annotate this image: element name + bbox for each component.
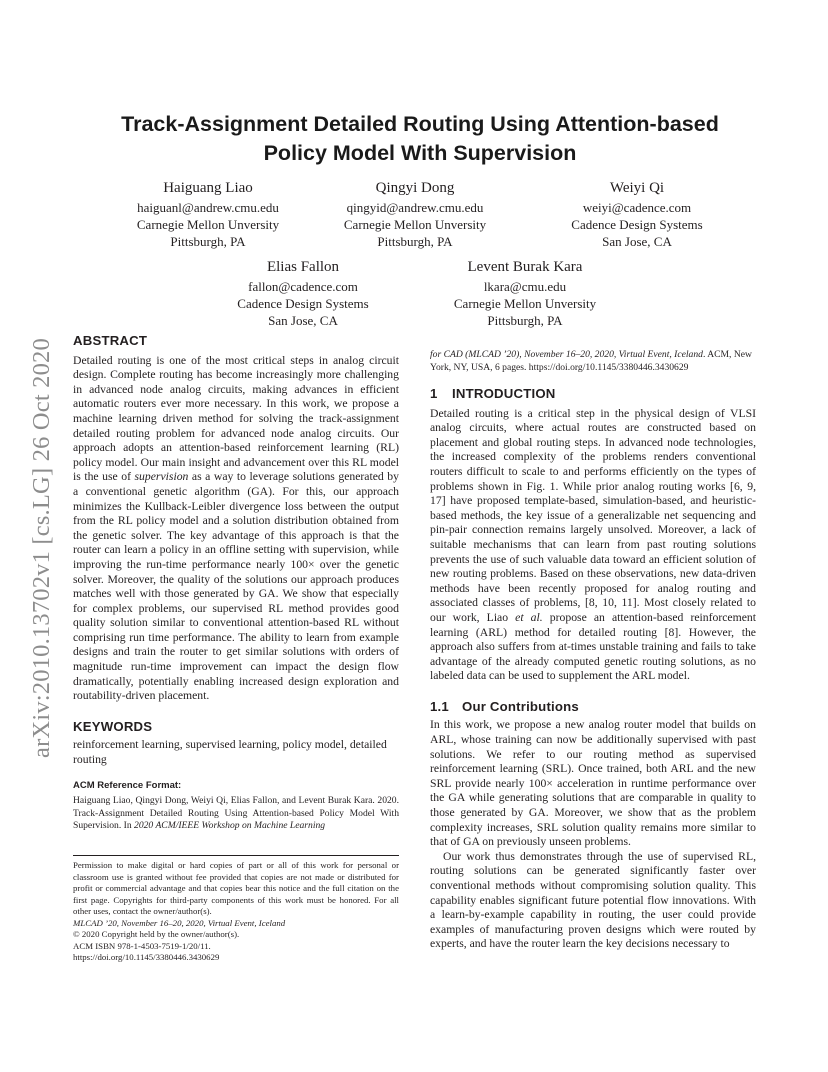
keywords-heading: KEYWORDS [73, 718, 153, 734]
keywords-text: reinforcement learning, supervised learning, policy model, detailed routing [73, 738, 387, 767]
introduction-text: Detailed routing is a critical step in the physical design of VLSI analog circuits, where actual routes are constructed based on placement and global routing steps. In advanced node technologies, the increased complexity of the problems renders conventional routers difficult to scale to and performs efficiently on the types of problems shown in Fig. 1. While prior analog routing works [6, 9, 17] have proposed template-based, simulation-based, and heuristic-based methods, the key issue of a generalizable net sequencing and pin-pair connection remains largely unsolved. Moreover, a lack of suitable mechanisms that can learn from past routing solutions prevents the use of such valuable data toward an efficient solution of new routing problems. Based on these observations, new data-driven methods have been recently proposed for analog routing and associated classes of problems, [8, 10, 11]. Most closely related to our work, Liao et al. propose an attention-based reinforcement learning (ARL) method for detailed routing [8]. However, the approach also suffers from at-times unstable training and fails to take advantage of the already computed genetic routing solutions, as no labeled data can be used to supplement the ARL model. [430, 406, 756, 683]
footnote-rule [73, 855, 399, 856]
author-email: qingyid@andrew.cmu.edu [346, 200, 484, 215]
acm-reference-text: Haiguang Liao, Qingyi Dong, Weiyi Qi, Elias Fallon, and Levent Burak Kara. 2020. Track-Assignment Detailed Routing Using Attention-based Policy Model With Supervision. In 2020 ACM/IEEE Workshop on Machine Learning [73, 795, 399, 832]
author-email: fallon@cadence.com [248, 279, 358, 294]
copyright-line: © 2020 Copyright held by the owner/author(s). [73, 929, 240, 939]
contributions-heading: 1.1 Our Contributions [430, 698, 579, 714]
author-name: Levent Burak Kara [467, 259, 583, 275]
author-location: Pittsburgh, PA [487, 313, 563, 328]
author-affiliation: Cadence Design Systems [237, 296, 369, 311]
author-location: Pittsburgh, PA [377, 234, 453, 249]
author-email: lkara@cmu.edu [483, 279, 567, 294]
author-block [537, 179, 737, 250]
author-affiliation: Cadence Design Systems [571, 217, 703, 232]
arxiv-stamp-text: arXiv:2010.13702v1 [cs.LG] 26 Oct 2020 [28, 338, 55, 758]
contributions-paragraph-1: In this work, we propose a new analog router model that builds on ARL, whose training can now be additionally supervised with past solutions. We refer to our routing method as supervised reinforcement learning (SRL). Once trained, both ARL and the new SRL provide nearly 100× acceleration in runtime performance over the GA while generating solutions that are comparable in quality to those generated by GA. Moreover, we show that as the problem complexity increases, SRL solution quality remains more similar to that of GA on previously unseen problems. [430, 718, 756, 849]
author-block [203, 258, 403, 329]
author-location: San Jose, CA [268, 313, 338, 328]
venue-line: MLCAD ’20, November 16–20, 2020, Virtual Event, Iceland [73, 917, 286, 928]
author-affiliation: Carnegie Mellon Unversity [343, 217, 487, 232]
arxiv-stamp [24, 290, 54, 760]
author-affiliation: Carnegie Mellon Unversity [453, 296, 597, 311]
copyright-footnote [73, 860, 399, 964]
contributions-paragraph-2: Our work thus demonstrates through the use of supervised RL, routing solutions can be generated significantly faster over conventional methods without compromising solution quality. This capability enables significant future potential flow innovations. With a learn-by-example capability in routing, the user could provide examples of manufacturing proven designs which were routed by experts, and have the router learn the key decisions necessary to [430, 849, 756, 951]
author-block [108, 179, 308, 250]
doi-line: https://doi.org/10.1145/3380446.3430629 [73, 952, 220, 962]
author-location: Pittsburgh, PA [170, 234, 246, 249]
permission-notice: Permission to make digital or hard copies of part or all of this work for personal or classroom use is granted without fee provided that copies are not made or distributed for profit or commercial advantage and that copies bear this notice and the full citation on the first page. Copyrights for third-party components of this work must be honored. For all other uses, contact the owner/author(s). [73, 860, 399, 916]
introduction-heading: 1 INTRODUCTION [430, 386, 556, 401]
acm-reference-heading: ACM Reference Format: [73, 779, 182, 791]
title-line-1: Track-Assignment Detailed Routing Using Attention-based [121, 112, 719, 136]
author-email: weiyi@cadence.com [582, 200, 692, 215]
left-column [73, 334, 399, 833]
author-email: haiguanl@andrew.cmu.edu [137, 200, 279, 215]
author-affiliation: Carnegie Mellon Unversity [136, 217, 280, 232]
author-name: Elias Fallon [266, 259, 340, 275]
author-block [315, 179, 515, 250]
title-line-2: Policy Model With Supervision [263, 141, 577, 165]
abstract-heading: ABSTRACT [73, 333, 148, 348]
acm-reference-continuation: for CAD (MLCAD ’20), November 16–20, 2020, Virtual Event, Iceland. ACM, New York, NY, USA, 6 pages. https://doi.org/10.1145/3380446.3430629 [430, 349, 752, 373]
author-name: Qingyi Dong [375, 180, 455, 196]
right-column [430, 387, 756, 952]
isbn-line: ACM ISBN 978-1-4503-7519-1/20/11. [73, 940, 211, 951]
abstract-text: Detailed routing is one of the most critical steps in analog circuit design. Complete routing has become increasingly more challenging in advanced node analog circuits, making advances in efficient automatic routers ever more necessary. In this work, we propose a machine learning driven method for solving the track-assignment detailed routing problem for advanced node analog circuits. Our approach adopts an attention-based reinforcement learning (RL) policy model. Our main insight and advancement over this RL model is the use of supervision as a way to leverage solutions generated by a conventional genetic algorithm (GA). For this, our approach minimizes the Kullback-Leibler divergence loss between the output from the RL policy model and a solution distribution obtained from the genetic solver. The key advantage of this approach is that the router can learn a policy in an offline setting with supervision, while improving the run-time performance nearly 100× over the genetic solver. Moreover, the quality of the solutions our approach produces matches well with those generated by GA. We show that especially for complex problems, our supervised RL method provides good quality solution similar to conventional attention-based RL without comprising run time performance. The ability to learn from example designs and train the router to get similar solutions with orders of magnitude run-time improvement can impact the design flow dramatically, potentially enabling increased design exploration and routability-driven placement. [73, 353, 399, 703]
author-name: Haiguang Liao [163, 180, 253, 196]
author-block [425, 258, 625, 329]
author-location: San Jose, CA [602, 234, 672, 249]
author-name: Weiyi Qi [609, 180, 665, 196]
paper-title [90, 110, 750, 168]
